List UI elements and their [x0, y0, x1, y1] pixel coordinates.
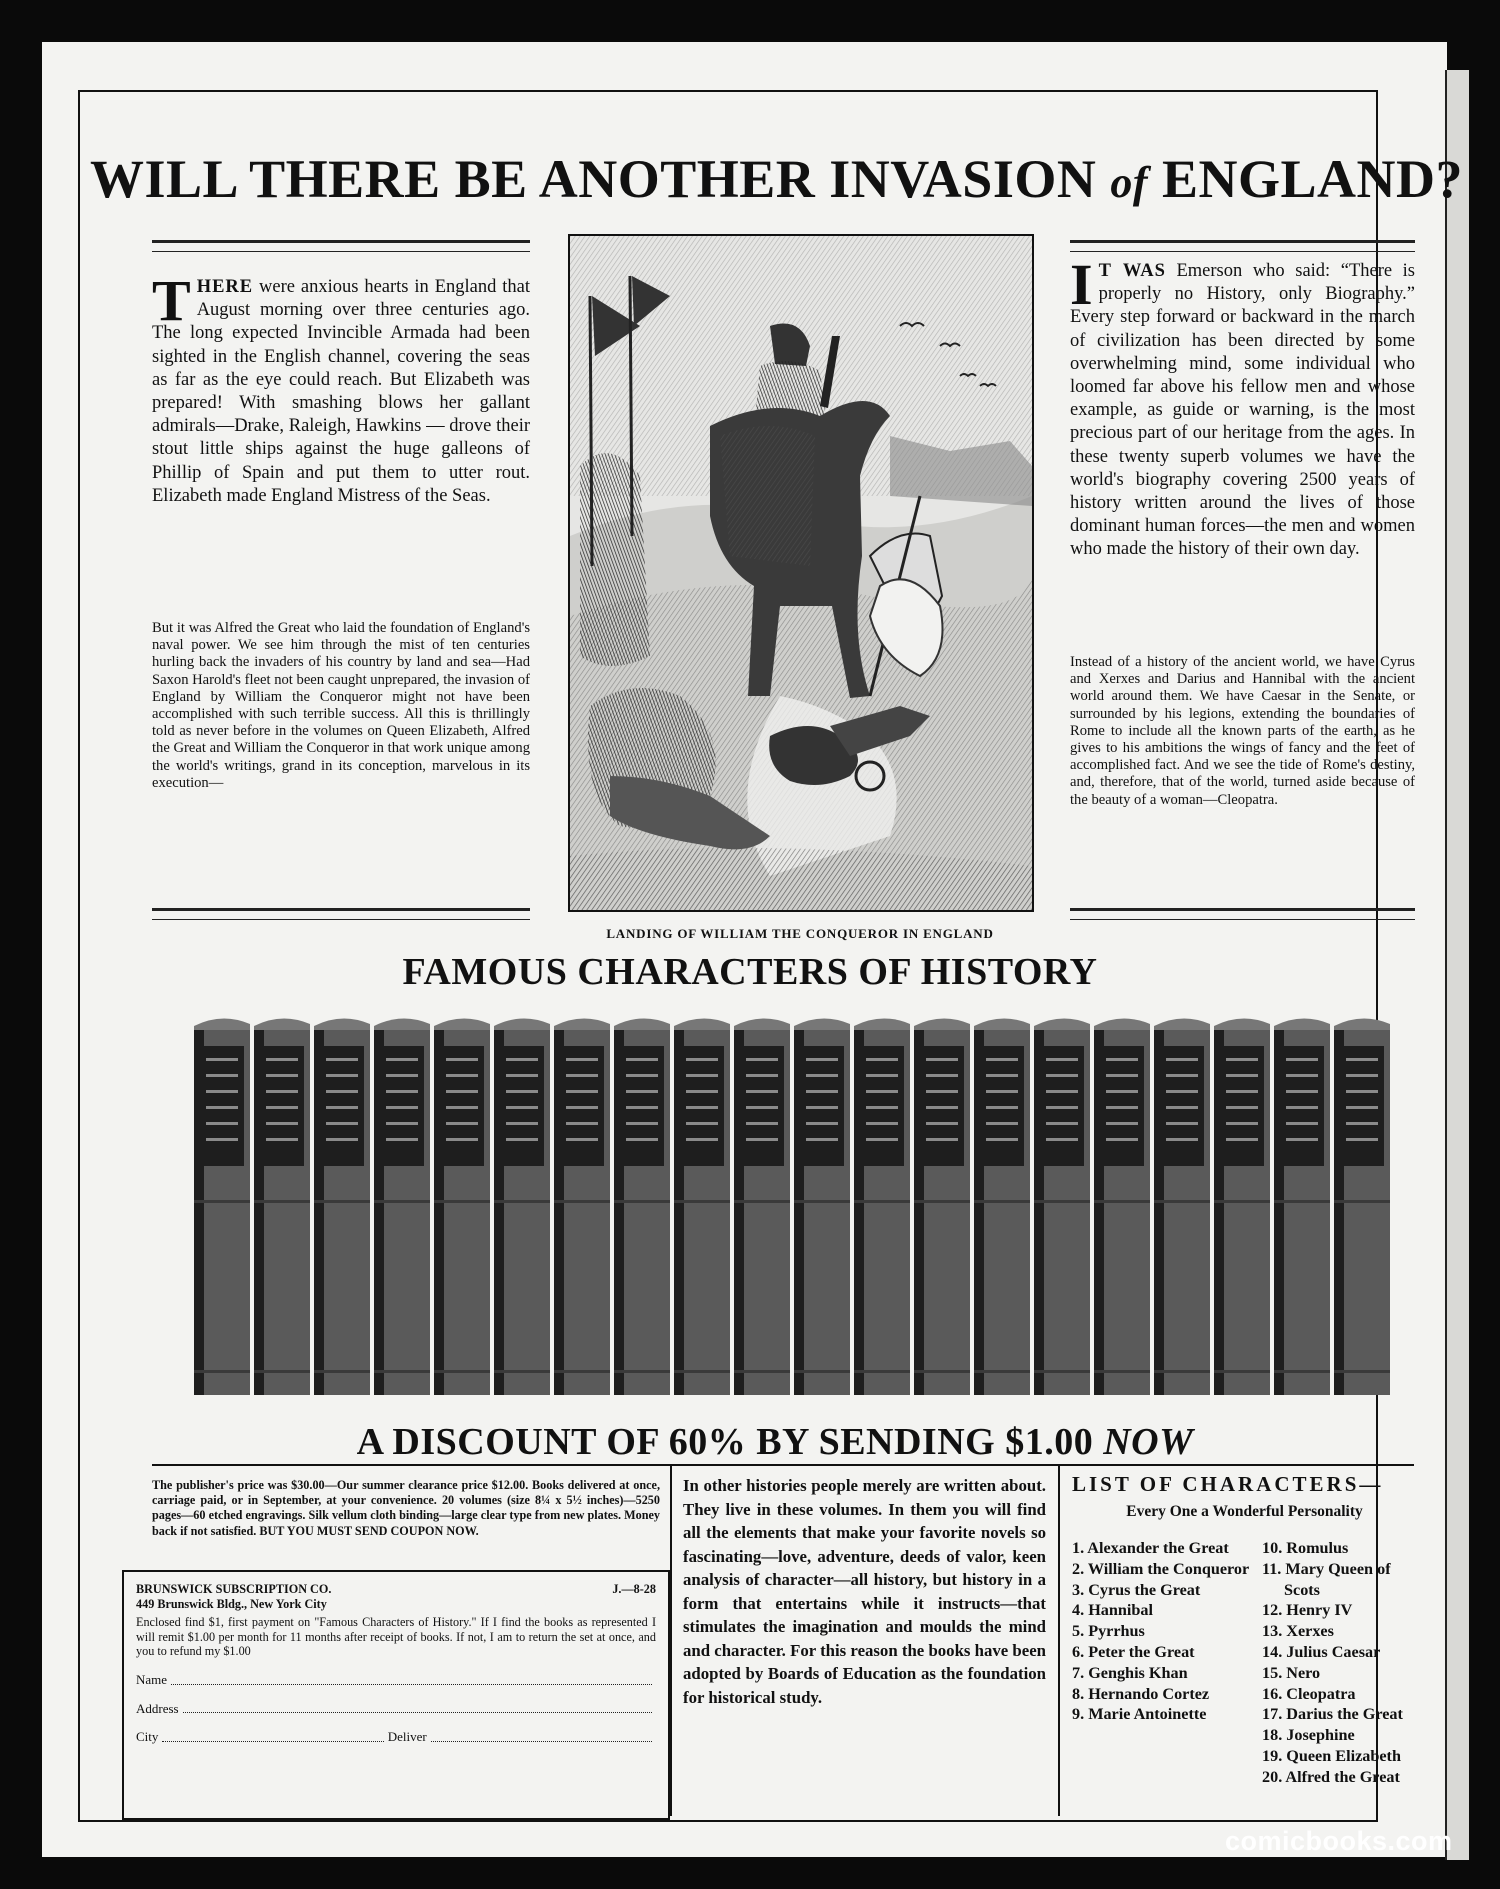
order-coupon[interactable] — [122, 1570, 670, 1820]
characters-list-column-2 — [1262, 1538, 1422, 1788]
column-divider-1 — [670, 1466, 672, 1816]
left-dropcap: T — [152, 268, 191, 333]
discount-now: NOW — [1103, 1421, 1194, 1463]
character-item: 5. Pyrrhus — [1072, 1622, 1145, 1641]
character-item: 16. Cleopatra — [1262, 1684, 1356, 1703]
character-item: 15. Nero — [1262, 1663, 1321, 1682]
city-label: City — [136, 1729, 159, 1745]
right-lead-word: T WAS — [1098, 261, 1166, 281]
book-spine — [1154, 1018, 1210, 1395]
right-top-rule — [1070, 240, 1415, 252]
book-spine — [554, 1018, 610, 1395]
coupon-company: BRUNSWICK SUBSCRIPTION CO. — [136, 1582, 332, 1596]
book-spine — [374, 1018, 430, 1395]
deliver-label: Deliver — [387, 1729, 427, 1745]
book-spine — [194, 1018, 250, 1395]
series-title: FAMOUS CHARACTERS OF HISTORY — [402, 951, 1098, 993]
book-spine — [614, 1018, 670, 1395]
left-top-rule — [152, 240, 530, 252]
characters-list-subtitle: Every One a Wonderful Personality — [1126, 1503, 1363, 1520]
left-column-paragraph-1 — [152, 268, 530, 508]
coupon-address: 449 Brunswick Bldg., New York City — [136, 1596, 327, 1611]
headline — [90, 148, 1464, 210]
character-item: 2. William the Conqueror — [1072, 1559, 1250, 1578]
book-spine — [674, 1018, 730, 1395]
character-item: 7. Genghis Khan — [1072, 1663, 1188, 1682]
character-item: 9. Marie Antoinette — [1072, 1705, 1207, 1724]
book-spine — [794, 1018, 850, 1395]
character-item: 6. Peter the Great — [1072, 1642, 1195, 1661]
character-item: 12. Henry IV — [1262, 1601, 1353, 1620]
book-spine — [314, 1018, 370, 1395]
right-paragraph-1-text: Emerson who said: “There is properly no History, only Biography.” Every step forward or backward in the march of civilization has been directed by some overwhelming mind, some individual who loomed far above his fellow men and whose example, as guide or warning, is the most precious part of our heritage from the ages. In these twenty superb volumes we have the world's biography covering 2500 years of history written around the lives of those dominant human forces—the men and women who made the history of their own day. — [1070, 261, 1415, 560]
adjacent-page-edge — [1445, 70, 1469, 1860]
character-item: 10. Romulus — [1262, 1539, 1349, 1557]
deliver-line[interactable] — [431, 1730, 652, 1742]
character-item: 18. Josephine — [1262, 1726, 1355, 1745]
book-spine — [1334, 1018, 1390, 1395]
left-paragraph-1-text: were anxious hearts in England that August morning over three centuries ago. The long expected Invincible Armada had been sighted in the English channel, covering the seas as far as the eye could reach. But Elizabeth was prepared! With smashing blows her gallant admirals—Drake, Raleigh, Hawkins — drove their stout little ships against the huge galleons of Phillip of Spain and put them to utter rout. Elizabeth made England Mistress of the Seas. — [152, 277, 530, 506]
book-spine — [974, 1018, 1030, 1395]
book-spine — [854, 1018, 910, 1395]
offer-terms: The publisher's price was $30.00—Our summer clearance price $12.00. Books delivered at once, carriage paid, or in September, at your convenience. 20 volumes (size 8¼ x 5½ inches)—5250 pages—60 etched engravings. Silk vellum cloth binding—large clear type from new plates. Money back if not satisfied. BUT YOU MUST SEND COUPON NOW. — [152, 1478, 660, 1538]
character-item: 11. Mary Queen of Scots — [1262, 1559, 1391, 1599]
illustration-caption: LANDING OF WILLIAM THE CONQUEROR IN ENGLAND — [606, 926, 994, 941]
column-divider-2 — [1058, 1466, 1060, 1816]
character-item: 20. Alfred the Great — [1262, 1767, 1400, 1786]
left-bottom-rule — [152, 908, 530, 920]
headline-text-2: ENGLAND? — [1147, 149, 1464, 209]
engraving-illustration — [570, 236, 1032, 910]
book-spine — [1214, 1018, 1270, 1395]
character-item: 13. Xerxes — [1262, 1622, 1334, 1641]
book-spine — [254, 1018, 310, 1395]
left-lead-word: HERE — [196, 277, 254, 297]
characters-list-title: LIST OF CHARACTERS— — [1072, 1472, 1384, 1496]
character-item: 1. Alexander the Great — [1072, 1539, 1229, 1557]
discount-offer — [250, 1420, 1300, 1464]
character-item: 4. Hannibal — [1072, 1601, 1153, 1620]
book-spine — [734, 1018, 790, 1395]
coupon-address-field[interactable] — [136, 1702, 656, 1717]
watermark: comicbooks.com — [1225, 1826, 1453, 1856]
book-spine — [434, 1018, 490, 1395]
book-spine — [1274, 1018, 1330, 1395]
coupon-body: Enclosed find $1, first payment on "Famous Characters of History." If I find the books as represented I will remit $1.00 per month for 11 months after receipt of books. If not, I am to return the set at once, and you to refund my $1.00 — [136, 1615, 656, 1659]
headline-text-1: WILL THERE BE ANOTHER INVASION — [90, 149, 1111, 209]
right-bottom-rule — [1070, 908, 1415, 920]
headline-of: of — [1110, 158, 1148, 207]
book-spine — [914, 1018, 970, 1395]
character-item: 19. Queen Elizabeth — [1262, 1746, 1401, 1765]
coupon-name-field[interactable] — [136, 1673, 656, 1688]
book-spine — [1094, 1018, 1150, 1395]
illustration-william-the-conqueror — [568, 234, 1034, 912]
name-label: Name — [136, 1671, 168, 1687]
right-dropcap: I — [1070, 252, 1093, 317]
middle-column-text: In other histories people merely are written about. They live in these volumes. In them you will find all the elements that make your favorite novels so fascinating—love, adventure, deeds of valor, keen analysis of character—all history, but history in a form that entertains while it instructs—that stimulates the imagination and moulds the mind and character. For this reason the books have been adopted by Boards of Education as the foundation for historical study. — [683, 1476, 1046, 1707]
address-line[interactable] — [183, 1702, 652, 1714]
city-line[interactable] — [162, 1730, 383, 1742]
right-column-paragraph-2: Instead of a history of the ancient world, we have Cyrus and Xerxes and Darius and Hannibal with the ancient world around them. We have Caesar in the Senate, or surrounded by his legions, extending the boundaries of Rome to include all the known parts of the earth, as he gives to his ambitions the wings of fancy and the feet of accomplished fact. And we see the tide of Rome's destiny, and, therefore, that of the world, turned aside because of the beauty of a woman—Cleopatra. — [1070, 654, 1415, 808]
book-set-image — [192, 1010, 1392, 1405]
coupon-city-field[interactable] — [136, 1730, 656, 1745]
character-item: 17. Darius the Great — [1262, 1705, 1403, 1724]
coupon-header — [136, 1582, 656, 1597]
characters-list-column-1 — [1072, 1538, 1258, 1725]
right-column-paragraph-1 — [1070, 252, 1415, 562]
address-label: Address — [136, 1700, 179, 1716]
book-spine — [494, 1018, 550, 1395]
book-spine — [1034, 1018, 1090, 1395]
name-line[interactable] — [171, 1673, 652, 1685]
character-item: 14. Julius Caesar — [1262, 1642, 1381, 1661]
coupon-code: J.—8-28 — [612, 1582, 656, 1596]
left-column-paragraph-2: But it was Alfred the Great who laid the foundation of England's naval power. We see him through the mist of ten centuries hurling back the invaders of his country by land and sea—Had Saxon Harold's fleet not been caught unprepared, the invasion of England by William the Conqueror might not have been accomplished with such terrible success. All this is thrillingly told as never before in the volumes on Queen Elizabeth, Alfred the Great and William the Conqueror in that work unique among the world's writings, grand in its conception, marvelous in its execution— — [152, 620, 530, 791]
character-item: 3. Cyrus the Great — [1072, 1580, 1201, 1599]
discount-text: A DISCOUNT OF 60% BY SENDING $1.00 — [356, 1421, 1104, 1463]
character-item: 8. Hernando Cortez — [1072, 1684, 1210, 1703]
bottom-section-rule — [152, 1464, 1414, 1466]
